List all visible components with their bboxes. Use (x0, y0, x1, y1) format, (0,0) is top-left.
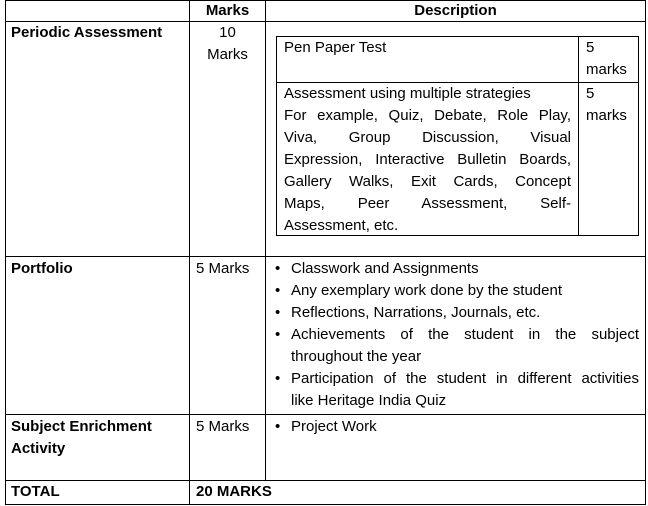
list-item-text: Classwork and Assignments (291, 260, 479, 277)
list-item (273, 258, 639, 280)
list-item (273, 324, 639, 368)
strategies-line: Expression, Interactive Bulletin Boards, (284, 151, 571, 168)
row-divider-portfolio (5, 414, 646, 415)
list-item (273, 368, 639, 412)
table-border-right (645, 0, 646, 505)
col-divider-description (265, 0, 266, 481)
col-divider-marks (189, 0, 190, 505)
list-item-text-continued: like Heritage India Quiz (291, 392, 447, 409)
header-description: Description (414, 2, 497, 19)
bullet-icon: • (275, 326, 281, 343)
row-enrichment-marks: 5 Marks (196, 418, 250, 435)
enrichment-bullet-list (273, 416, 639, 438)
row-portfolio-component: Portfolio (11, 260, 73, 277)
nested-strategies-marks-unit: marks (586, 107, 627, 124)
bullet-icon: • (275, 282, 281, 299)
nested-pen-paper-marks-value: 5 (586, 39, 595, 56)
nested-table-right (638, 36, 639, 236)
nested-pen-paper-marks-unit: marks (586, 61, 627, 78)
list-item-text: Any exemplary work done by the student (291, 282, 562, 299)
nested-col-divider (578, 36, 579, 236)
portfolio-bullet-list (273, 258, 639, 412)
strategies-line: Gallery Walks, Exit Cards, Concept (284, 173, 571, 190)
list-item (273, 416, 639, 438)
strategies-line: Viva, Group Discussion, Visual (284, 129, 571, 146)
row-total-label: TOTAL (11, 483, 60, 500)
nested-strategies-marks-value: 5 (586, 85, 595, 102)
row-periodic-component: Periodic Assessment (11, 24, 163, 41)
row-portfolio-marks: 5 Marks (196, 260, 250, 277)
table-border-left (5, 0, 6, 505)
row-divider-periodic (5, 256, 646, 257)
strategies-line: Assessment, etc. (284, 217, 399, 234)
nested-table-left (276, 36, 277, 236)
list-item (273, 280, 639, 302)
row-divider-enrichment (5, 480, 646, 481)
nested-pen-paper-test: Pen Paper Test (284, 39, 387, 56)
list-item (273, 302, 639, 324)
strategies-line: Maps, Peer Assessment, Self- (284, 195, 571, 212)
row-periodic-marks-unit: Marks (207, 46, 248, 63)
list-item-text-continued: throughout the year (291, 348, 422, 365)
row-enrichment-component: Subject Enrichment (11, 418, 152, 435)
list-item-text: Participation of the student in different activities (291, 370, 639, 387)
row-enrichment-component-continued: Activity (11, 440, 66, 457)
bullet-icon: • (275, 260, 281, 277)
strategies-line: For example, Quiz, Debate, Role Play, (284, 107, 571, 124)
list-item-text: Reflections, Narrations, Journals, etc. (291, 304, 541, 321)
header-marks: Marks (205, 2, 250, 19)
bullet-icon: • (275, 304, 281, 321)
strategies-line: Assessment using multiple strategies (284, 85, 531, 102)
bullet-icon: • (275, 370, 281, 387)
table-border-bottom (5, 504, 646, 505)
row-total-marks: 20 MARKS (196, 483, 272, 500)
bullet-icon: • (275, 418, 281, 435)
list-item-text: Project Work (291, 418, 377, 435)
row-periodic-marks-value: 10 (219, 24, 236, 41)
list-item-text: Achievements of the student in the subject (291, 326, 639, 343)
